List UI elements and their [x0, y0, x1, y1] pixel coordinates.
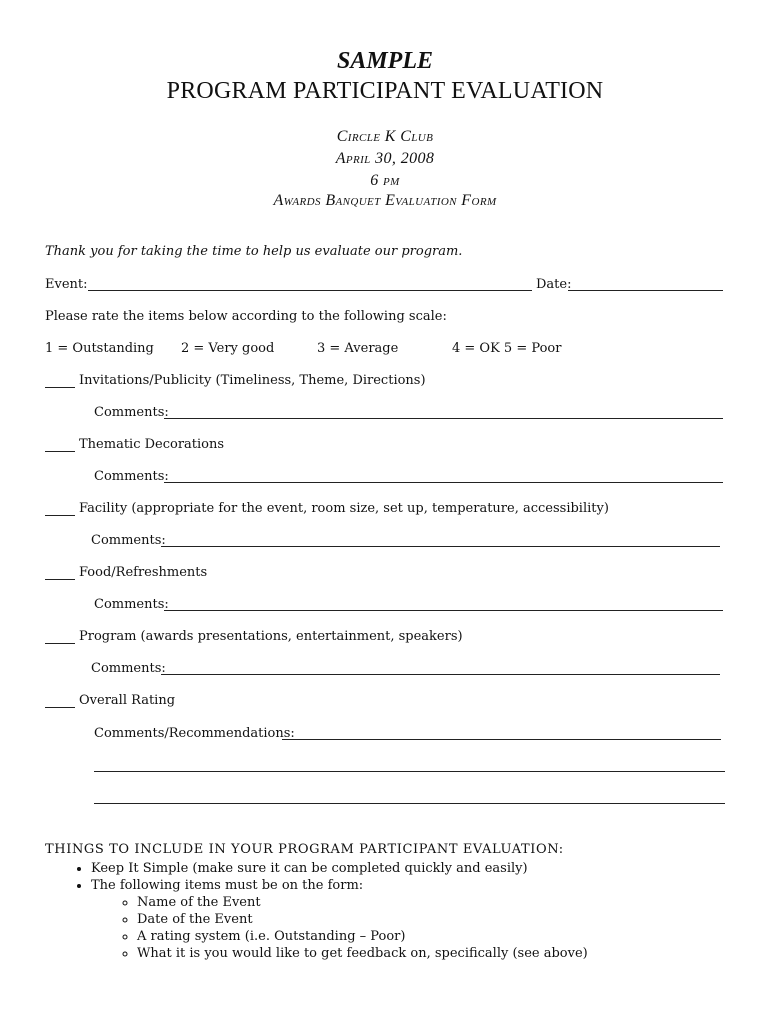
include-bullet	[91, 877, 588, 962]
rating-item	[45, 501, 609, 516]
rating-blank[interactable]	[45, 631, 75, 644]
include-bullet-text: The following items must be on the form:	[91, 878, 364, 893]
rating-blank[interactable]	[45, 567, 75, 580]
comments-label: Comments:	[94, 597, 169, 612]
comments-label: Comments:	[91, 661, 166, 676]
rating-item	[45, 629, 463, 644]
include-sub-item: ◦ Date of the Event	[137, 911, 588, 928]
rating-item	[45, 565, 207, 580]
comments-field[interactable]	[164, 482, 723, 483]
rating-item-label: Food/Refreshments	[79, 565, 208, 580]
rating-item-label: Invitations/Publicity (Timeliness, Theme, Directions)	[79, 373, 426, 388]
rating-blank[interactable]	[45, 503, 75, 516]
comments-field[interactable]	[164, 610, 723, 611]
include-sub-list	[91, 894, 588, 962]
rating-item-label: Facility (appropriate for the event, room size, set up, temperature, accessibility)	[79, 501, 609, 516]
thank-you-text: Thank you for taking the time to help us evaluate our program.	[45, 244, 463, 259]
scale-3: 3 = Average	[317, 341, 399, 356]
club-name: Circle K Club	[336, 128, 434, 145]
recommendations-field-line-2[interactable]	[94, 771, 725, 772]
date-field[interactable]	[568, 290, 723, 291]
event-label: Event:	[45, 277, 88, 292]
include-bullet: • Keep It Simple (make sure it can be completed quickly and easily)	[91, 860, 588, 877]
rating-item	[45, 373, 426, 388]
include-sub-item: ◦ Name of the Event	[137, 894, 588, 911]
scale-2: 2 = Very good	[181, 341, 275, 356]
event-time: 6 pm	[370, 172, 400, 189]
event-date: April 30, 2008	[335, 150, 435, 167]
rating-item	[45, 693, 175, 708]
rating-item-label: Thematic Decorations	[79, 437, 225, 452]
comments-field[interactable]	[164, 418, 723, 419]
rating-blank[interactable]	[45, 695, 75, 708]
comments-label: Comments:	[91, 533, 166, 548]
event-field[interactable]	[88, 290, 532, 291]
rating-blank[interactable]	[45, 439, 75, 452]
recommendations-label: Comments/Recommendations:	[94, 726, 295, 741]
recommendations-field[interactable]	[282, 739, 721, 740]
form-name: Awards Banquet Evaluation Form	[273, 192, 497, 209]
sample-heading: SAMPLE	[336, 48, 434, 74]
date-label: Date:	[536, 277, 572, 292]
form-title: PROGRAM PARTICIPANT EVALUATION	[166, 78, 604, 104]
comments-label: Comments:	[94, 405, 169, 420]
include-sub-item: ◦ A rating system (i.e. Outstanding – Poor)	[137, 928, 588, 945]
include-sub-item: ◦ What it is you would like to get feedback on, specifically (see above)	[137, 945, 588, 962]
rating-item	[45, 437, 224, 452]
include-list	[45, 860, 588, 962]
scale-1: 1 = Outstanding	[45, 341, 154, 356]
rate-instruction: Please rate the items below according to the following scale:	[45, 309, 447, 324]
recommendations-field-line-3[interactable]	[94, 803, 725, 804]
comments-label: Comments:	[94, 469, 169, 484]
scale-4-5: 4 = OK 5 = Poor	[452, 341, 562, 356]
rating-item-label: Program (awards presentations, entertainment, speakers)	[79, 629, 463, 644]
rating-blank[interactable]	[45, 375, 75, 388]
rating-item-label: Overall Rating	[79, 693, 176, 708]
comments-field[interactable]	[161, 674, 720, 675]
comments-field[interactable]	[161, 546, 720, 547]
include-heading: THINGS TO INCLUDE IN YOUR PROGRAM PARTICIPANT EVALUATION:	[45, 842, 564, 857]
